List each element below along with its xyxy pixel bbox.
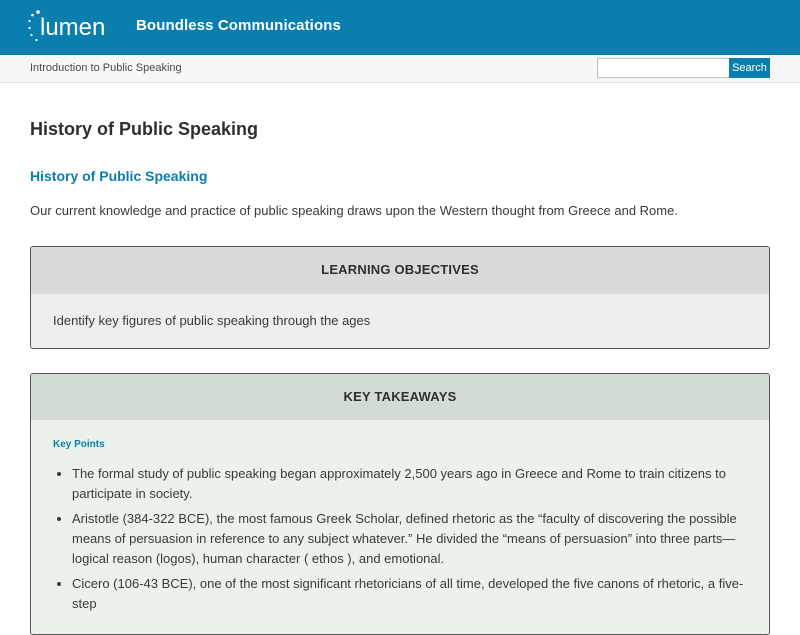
breadcrumb-link[interactable]: Introduction to Public Speaking (30, 62, 182, 74)
site-title[interactable]: Boundless Communications (136, 17, 341, 34)
key-point-item: • Aristotle (384-322 BCE), the most famous Greek Scholar, defined rhetoric as the “faculty of discovering the possible means of persuasion in reference to any subject whatever.” He divided the “means of persuasion” into three parts—logical reason (logos), human character ( ethos ), and emotional. (72, 509, 762, 569)
section-title: History of Public Speaking (30, 168, 208, 184)
lumen-logo[interactable] (24, 8, 120, 48)
key-takeaways-box (30, 373, 770, 635)
key-takeaways-heading: KEY TAKEAWAYS (31, 374, 769, 420)
key-point-item: • Cicero (106-43 BCE), one of the most significant rhetoricians of all time, developed the five canons of rhetoric, a five-step (72, 574, 762, 614)
key-points-list (53, 464, 762, 619)
search-button[interactable]: Search (729, 58, 770, 78)
learning-objectives-box (30, 246, 770, 349)
search-input[interactable] (597, 58, 731, 78)
logo-wordmark: lumen (40, 14, 106, 41)
lumen-logo-icon (24, 8, 120, 48)
top-header-bar (0, 0, 800, 55)
learning-objectives-heading: LEARNING OBJECTIVES (31, 247, 769, 294)
learning-objective-item: Identify key figures of public speaking through the ages (53, 313, 371, 328)
intro-paragraph: Our current knowledge and practice of public speaking draws upon the Western thought from Greece and Rome. (30, 203, 678, 218)
key-points-label: Key Points (53, 439, 105, 450)
page-title: History of Public Speaking (30, 119, 259, 139)
key-point-item: • The formal study of public speaking began approximately 2,500 years ago in Greece and Rome to train citizens to participate in society. (72, 464, 762, 504)
